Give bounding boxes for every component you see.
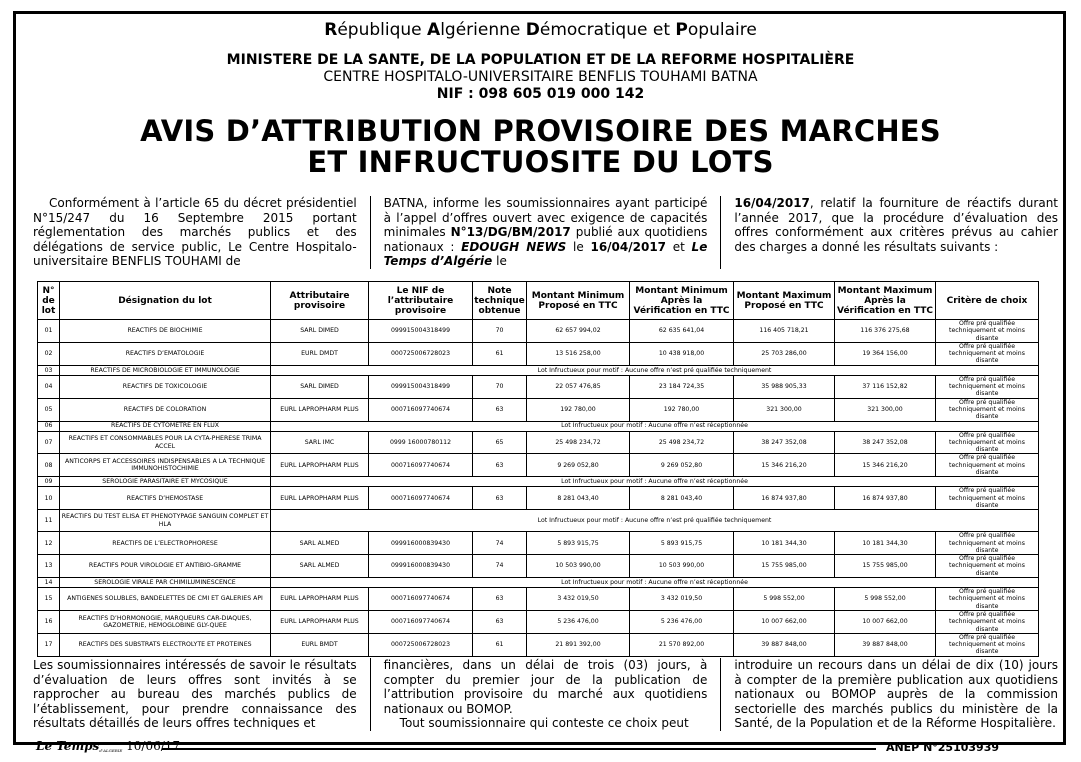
table-cell-n: 10	[38, 487, 60, 510]
intro-text: BATNA, informe les soumissionnaires ayant participé à l’appel d’offres ouvert avec exigence de capacités minimales	[383, 196, 708, 239]
table-cell-maxv: 10 007 662,00	[835, 610, 936, 633]
footer-date: 10/06/17	[126, 739, 181, 753]
table-cell-crit: Offre pré qualifiée techniquement et moins disante	[936, 431, 1039, 454]
table-cell-minv: 25 498 234,72	[630, 431, 734, 454]
table-cell-minv: 5 893 915,75	[630, 532, 734, 555]
table-cell-des: REACTIFS DE L’ELECTROPHORESE	[60, 532, 271, 555]
table-cell-des: REACTIFS D’HEMOSTASE	[60, 487, 271, 510]
table-cell-des: REACTIFS D’EMATOLOGIE	[60, 342, 271, 365]
table-row	[38, 610, 1039, 633]
column-header: Désignation du lot	[60, 282, 271, 320]
column-header: Le NIF de l’attributaire provisoire	[369, 282, 473, 320]
outro-text: financières, dans un délai de trois (03) jours, à compter du premier jour de la publication de l’attribution provisoire du marché aux quotidiens nationaux ou BOMOP.	[383, 658, 708, 716]
table-cell-des: REACTIFS DE MICROBIOLOGIE ET IMMUNOLOGIE	[60, 365, 271, 375]
table-cell-n: 07	[38, 431, 60, 454]
notice-title-line2: ET INFRUCTUOSITE DU LOTS	[307, 145, 774, 179]
table-cell-min: 21 891 392,00	[527, 633, 630, 656]
table-cell-n: 04	[38, 375, 60, 398]
table-cell-n: 17	[38, 633, 60, 656]
table-cell-crit: Offre pré qualifiée techniquement et moins disante	[936, 342, 1039, 365]
intro-text: et	[666, 239, 692, 254]
table-cell-lot: Lot Infructueux pour motif : Aucune offre n’est réceptionnée	[271, 421, 1039, 431]
table-row	[38, 421, 1039, 431]
column-header: Note technique obtenue	[473, 282, 527, 320]
table-cell-des: REACTIFS DE COLORATION	[60, 398, 271, 421]
table-cell-lot: Lot Infructueux pour motif : Aucune offre n’est pré qualifiée techniquement	[271, 365, 1039, 375]
table-cell-note: 65	[473, 431, 527, 454]
table-cell-maxv: 15 346 216,20	[835, 454, 936, 477]
intro-text: , relatif la fourniture de réactifs durant l’année 2017, que la procédure d’évaluation des offres conformément aux critères prévus au cahier des charges a donné les résultats suivants :	[734, 196, 1059, 254]
outro-paragraph	[33, 658, 1058, 731]
newspaper-name: Le Temps d’Algérie	[383, 239, 708, 268]
intro-text: le	[492, 254, 507, 268]
intro-text: publié aux quotidiens nationaux :	[383, 225, 708, 254]
table-cell-minv: 23 184 724,35	[630, 375, 734, 398]
table-cell-crit: Offre pré qualifiée techniquement et moins disante	[936, 487, 1039, 510]
table-cell-maxv: 19 364 156,00	[835, 342, 936, 365]
table-cell-des: REACTIFS POUR VIROLOGIE ET ANTIBIO-GRAMME	[60, 555, 271, 578]
table-row	[38, 342, 1039, 365]
table-cell-des: REACTIFS ET CONSOMMABLES POUR LA CYTA-PHERESE TRIMA ACCEL	[60, 431, 271, 454]
republic-title: République Algérienne Démocratique et Populaire	[324, 20, 757, 40]
table-cell-min: 192 780,00	[527, 398, 630, 421]
table-row	[38, 365, 1039, 375]
outro-col-2	[370, 658, 722, 731]
table-cell-max: 35 988 905,33	[734, 375, 835, 398]
newspaper-name: EDOUGH NEWS	[461, 239, 567, 254]
table-cell-lot: Lot Infructueux pour motif : Aucune offre n’est réceptionnée	[271, 578, 1039, 588]
table-cell-nif: 000716097740674	[369, 610, 473, 633]
table-cell-min: 13 516 258,00	[527, 342, 630, 365]
table-cell-max: 321 300,00	[734, 398, 835, 421]
table-cell-max: 15 755 985,00	[734, 555, 835, 578]
notice-title-line1: AVIS D’ATTRIBUTION PROVISOIRE DES MARCHES	[140, 114, 941, 148]
table-row	[38, 578, 1039, 588]
table-row	[38, 633, 1039, 656]
table-cell-maxv: 15 755 985,00	[835, 555, 936, 578]
table-cell-nif: 000725006728023	[369, 342, 473, 365]
table-cell-att: EURL LAPROPHARM PLUS	[271, 610, 369, 633]
table-row	[38, 477, 1039, 487]
tender-reference: N°13/DG/BM/2017	[450, 225, 571, 239]
table-cell-note: 61	[473, 342, 527, 365]
table-cell-max: 38 247 352,08	[734, 431, 835, 454]
table-cell-note: 63	[473, 588, 527, 611]
table-cell-des: REACTIFS DES SUBSTRATS ELECTROLYTE ET PROTEINES	[60, 633, 271, 656]
table-row	[38, 510, 1039, 532]
footer-newspaper	[36, 739, 180, 753]
column-header: Montant Minimum Après la Vérification en TTC	[630, 282, 734, 320]
table-cell-maxv: 16 874 937,80	[835, 487, 936, 510]
table-cell-minv: 5 236 476,00	[630, 610, 734, 633]
table-cell-minv: 8 281 043,40	[630, 487, 734, 510]
table-cell-n: 12	[38, 532, 60, 555]
table-cell-note: 63	[473, 610, 527, 633]
table-cell-max: 39 887 848,00	[734, 633, 835, 656]
table-cell-min: 8 281 043,40	[527, 487, 630, 510]
table-cell-nif: 099915004318499	[369, 375, 473, 398]
table-cell-max: 116 405 718,21	[734, 320, 835, 343]
table-cell-min: 5 893 915,75	[527, 532, 630, 555]
table-cell-lot: Lot Infructueux pour motif : Aucune offre n’est réceptionnée	[271, 477, 1039, 487]
table-cell-att: SARL DIMED	[271, 375, 369, 398]
intro-col-3	[721, 196, 1058, 269]
ministry-title: MINISTERE DE LA SANTE, DE LA POPULATION ET DE LA REFORME HOSPITALIÈRE	[226, 52, 855, 68]
table-cell-crit: Offre pré qualifiée techniquement et moins disante	[936, 375, 1039, 398]
table-cell-note: 74	[473, 555, 527, 578]
table-cell-note: 63	[473, 398, 527, 421]
column-header: Montant Minimum Proposé en TTC	[527, 282, 630, 320]
table-cell-max: 5 998 552,00	[734, 588, 835, 611]
table-cell-att: SARL ALMED	[271, 532, 369, 555]
table-row	[38, 320, 1039, 343]
table-cell-nif: 000725006728023	[369, 633, 473, 656]
intro-text: le	[566, 239, 591, 254]
table-cell-minv: 21 570 892,00	[630, 633, 734, 656]
intro-col-2	[370, 196, 722, 269]
table-cell-lot: Lot Infructueux pour motif : Aucune offre n’est pré qualifiée techniquement	[271, 510, 1039, 532]
table-cell-n: 01	[38, 320, 60, 343]
table-cell-minv: 10 438 918,00	[630, 342, 734, 365]
outro-col-1: Les soumissionnaires intéressés de savoir le résultats d’évaluation de leurs offres sont invités à se rapprocher au bureau des marchés publics de l’établissement, pour prendre connaissance des résultats détaillés de leurs offres techniques et	[33, 658, 357, 730]
table-cell-des: REACTIFS DE TOXICOLOGIE	[60, 375, 271, 398]
table-cell-minv: 10 503 990,00	[630, 555, 734, 578]
table-cell-min: 10 503 990,00	[527, 555, 630, 578]
table-cell-att: EURL BMDT	[271, 633, 369, 656]
table-cell-min: 22 057 476,85	[527, 375, 630, 398]
table-cell-maxv: 37 116 152,82	[835, 375, 936, 398]
anep-number: ANEP N°25103939	[885, 741, 999, 754]
table-cell-des: REACTIFS DE BIOCHIMIE	[60, 320, 271, 343]
table-cell-n: 06	[38, 421, 60, 431]
newspaper-logo: Le Temps	[36, 739, 100, 753]
table-cell-des: SEROLOGIE VIRALE PAR CHIMILUMINESCENCE	[60, 578, 271, 588]
outro-col-3: introduire un recours dans un délai de dix (10) jours à compter de la première publication aux quotidiens nationaux ou BOMOP auprès de la commission sectorielle des marchés publics du ministère de la Santé, de la Population et de la Réforme Hospitalière.	[734, 658, 1059, 730]
table-cell-nif: 0999 16000780112	[369, 431, 473, 454]
column-header: Montant Maximum Proposé en TTC	[734, 282, 835, 320]
table-cell-max: 15 346 216,20	[734, 454, 835, 477]
column-header: Attributaire provisoire	[271, 282, 369, 320]
table-cell-max: 16 874 937,80	[734, 487, 835, 510]
table-cell-des: REACTIFS DE CYTOMETRE EN FLUX	[60, 421, 271, 431]
table-row	[38, 398, 1039, 421]
table-cell-nif: 000716097740674	[369, 487, 473, 510]
table-cell-crit: Offre pré qualifiée techniquement et moins disante	[936, 398, 1039, 421]
table-cell-att: EURL LAPROPHARM PLUS	[271, 454, 369, 477]
table-cell-min: 62 657 994,02	[527, 320, 630, 343]
table-cell-crit: Offre pré qualifiée techniquement et moins disante	[936, 633, 1039, 656]
table-row	[38, 487, 1039, 510]
table-cell-note: 63	[473, 487, 527, 510]
table-cell-minv: 9 269 052,80	[630, 454, 734, 477]
table-cell-des: SEROLOGIE PARASITAIRE ET MYCOSIQUE	[60, 477, 271, 487]
table-cell-att: EURL LAPROPHARM PLUS	[271, 398, 369, 421]
table-cell-att: SARL IMC	[271, 431, 369, 454]
table-cell-min: 5 236 476,00	[527, 610, 630, 633]
table-cell-crit: Offre pré qualifiée techniquement et moins disante	[936, 588, 1039, 611]
results-table	[37, 281, 1039, 657]
table-row	[38, 555, 1039, 578]
table-row	[38, 532, 1039, 555]
table-row	[38, 454, 1039, 477]
table-cell-note: 70	[473, 375, 527, 398]
table-cell-max: 25 703 286,00	[734, 342, 835, 365]
footer-rule	[162, 748, 876, 750]
table-cell-note: 61	[473, 633, 527, 656]
table-cell-min: 3 432 019,50	[527, 588, 630, 611]
table-cell-n: 05	[38, 398, 60, 421]
table-cell-crit: Offre pré qualifiée techniquement et moins disante	[936, 320, 1039, 343]
publication-date: 16/04/2017	[590, 239, 667, 254]
table-cell-crit: Offre pré qualifiée techniquement et moins disante	[936, 610, 1039, 633]
table-cell-att: EURL LAPROPHARM PLUS	[271, 588, 369, 611]
table-cell-att: SARL ALMED	[271, 555, 369, 578]
table-cell-crit: Offre pré qualifiée techniquement et moins disante	[936, 454, 1039, 477]
table-cell-n: 08	[38, 454, 60, 477]
notice-title	[0, 116, 1081, 178]
table-cell-maxv: 10 181 344,30	[835, 532, 936, 555]
column-header: N° de lot	[38, 282, 60, 320]
column-header: Montant Maximum Après la Vérification en TTC	[835, 282, 936, 320]
table-cell-des: REACTIFS D’HORMONOGIE, MARQUEURS CAR-DIAQUES, GAZOMETRIE, HEMOGLOBINE GLY-QUEE	[60, 610, 271, 633]
table-cell-n: 13	[38, 555, 60, 578]
intro-col-1: Conformément à l’article 65 du décret présidentiel N°15/247 du 16 Septembre 2015 portant réglementation des marchés publics et des délégations de service public, Le Centre Hospitalo-universitaire BENFLIS TOUHAMI de	[33, 196, 357, 268]
table-cell-nif: 000716097740674	[369, 398, 473, 421]
table-cell-crit: Offre pré qualifiée techniquement et moins disante	[936, 532, 1039, 555]
table-cell-minv: 192 780,00	[630, 398, 734, 421]
table-cell-nif: 099915004318499	[369, 320, 473, 343]
column-header: Critère de choix	[936, 282, 1039, 320]
outro-text: Tout soumissionnaire qui conteste ce choix peut	[399, 716, 689, 730]
table-cell-n: 11	[38, 510, 60, 532]
table-cell-des: ANTICORPS ET ACCESSOIRES INDISPENSABLES A LA TECHNIQUE IMMUNOHISTOCHIMIE	[60, 454, 271, 477]
table-cell-n: 14	[38, 578, 60, 588]
newspaper-logo-sub: d’ALGERIE	[99, 748, 123, 753]
table-cell-note: 74	[473, 532, 527, 555]
table-cell-minv: 3 432 019,50	[630, 588, 734, 611]
table-cell-n: 16	[38, 610, 60, 633]
table-cell-min: 9 269 052,80	[527, 454, 630, 477]
table-cell-maxv: 39 887 848,00	[835, 633, 936, 656]
table-cell-max: 10 181 344,30	[734, 532, 835, 555]
table-cell-maxv: 321 300,00	[835, 398, 936, 421]
table-cell-n: 03	[38, 365, 60, 375]
table-cell-n: 09	[38, 477, 60, 487]
table-cell-maxv: 116 376 275,68	[835, 320, 936, 343]
table-cell-n: 15	[38, 588, 60, 611]
table-cell-nif: 000716097740674	[369, 588, 473, 611]
centre-name: CENTRE HOSPITALO-UNIVERSITAIRE BENFLIS TOUHAMI BATNA	[323, 69, 758, 85]
table-row	[38, 375, 1039, 398]
intro-paragraph	[33, 196, 1058, 269]
table-row	[38, 588, 1039, 611]
table-cell-des: REACTIFS DU TEST ELISA ET PHENOTYPAGE SANGUIN COMPLET ET HLA	[60, 510, 271, 532]
table-header-row	[38, 282, 1039, 320]
table-cell-nif: 099916000839430	[369, 532, 473, 555]
publication-date: 16/04/2017	[734, 196, 810, 210]
table-cell-att: EURL LAPROPHARM PLUS	[271, 487, 369, 510]
table-cell-min: 25 498 234,72	[527, 431, 630, 454]
table-cell-note: 63	[473, 454, 527, 477]
table-cell-maxv: 5 998 552,00	[835, 588, 936, 611]
table-cell-att: EURL DMDT	[271, 342, 369, 365]
nif-number: NIF : 098 605 019 000 142	[436, 86, 645, 102]
table-cell-minv: 62 635 641,04	[630, 320, 734, 343]
table-cell-nif: 099916000839430	[369, 555, 473, 578]
table-cell-note: 70	[473, 320, 527, 343]
table-row	[38, 431, 1039, 454]
table-cell-maxv: 38 247 352,08	[835, 431, 936, 454]
table-cell-max: 10 007 662,00	[734, 610, 835, 633]
table-cell-n: 02	[38, 342, 60, 365]
table-cell-des: ANTIGENES SOLUBLES, BANDELETTES DE CMI ET GALERIES API	[60, 588, 271, 611]
table-cell-crit: Offre pré qualifiée techniquement et moins disante	[936, 555, 1039, 578]
table-cell-nif: 000716097740674	[369, 454, 473, 477]
table-cell-att: SARL DIMED	[271, 320, 369, 343]
